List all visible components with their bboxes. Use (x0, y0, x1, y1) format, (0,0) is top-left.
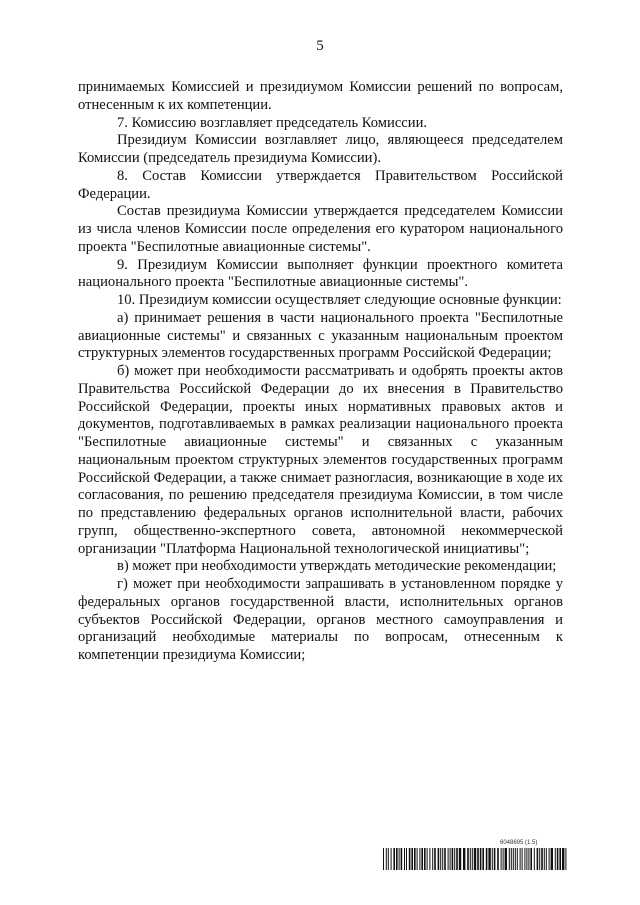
paragraph: 10. Президиум комиссии осуществляет следующие основные функции: (117, 292, 562, 308)
paragraph: 9. Президиум Комиссии выполняет функции проектного комитета национального проекта "Беспилотные авиационные системы". (78, 256, 563, 291)
paragraph: 7. Комиссию возглавляет председатель Комиссии. (117, 114, 428, 131)
page-number: 5 (316, 38, 324, 54)
paragraph: г) может при необходимости запрашивать в установленном порядке у федеральных органов государственной власти, исполнительных органов субъектов Российской Федерации, органов местного самоуправления и организаций необходимые материалы по вопросам, отнесенным к компетенции президиума Комиссии; (78, 576, 563, 663)
paragraph: принимаемых Комиссией и президиумом Комиссии решений по вопросам, отнесенным к их компетенции. (78, 79, 563, 113)
paragraph: в) может при необходимости утверждать методические рекомендации; (117, 558, 557, 575)
document-body (78, 79, 563, 665)
paragraph: б) может при необходимости рассматривать и одобрять проекты актов Правительства Российской Федерации до их внесения в Правительство Российской Федерации, проекты иных нормативных правовых актов и документов, подготавливаемых в рамках реализации национального проекта "Беспилотные авиационные системы" и связанных с указанным национальным проектом структурных элементов государственных программ Российской Федерации, а также снимает разногласия, возникающие в ходе их согласования, по решению председателя президиума Комиссии, в том числе по представлению федеральных органов исполнительной власти, рабочих групп, общественно-экспертного совета, автономной некоммерческой организации "Платформа Национальной технологической инициативы"; (78, 363, 563, 557)
paragraph: Состав президиума Комиссии утверждается председателем Комиссии из числа членов Комиссии после определения его куратором национального проекта "Беспилотные авиационные системы". (78, 203, 563, 255)
paragraph: Президиум Комиссии возглавляет лицо, являющееся председателем Комиссии (председатель президиума Комиссии). (78, 132, 563, 166)
paragraph: а) принимает решения в части национального проекта "Беспилотные авиационные системы" и связанных с указанным национальным проектом структурных элементов государственных программ Российской Федерации; (78, 309, 563, 362)
barcode-image (383, 848, 567, 870)
paragraph: 8. Состав Комиссии утверждается Правительством Российской Федерации. (78, 167, 563, 202)
barcode-caption: 6048695 (1.5) (500, 840, 538, 846)
